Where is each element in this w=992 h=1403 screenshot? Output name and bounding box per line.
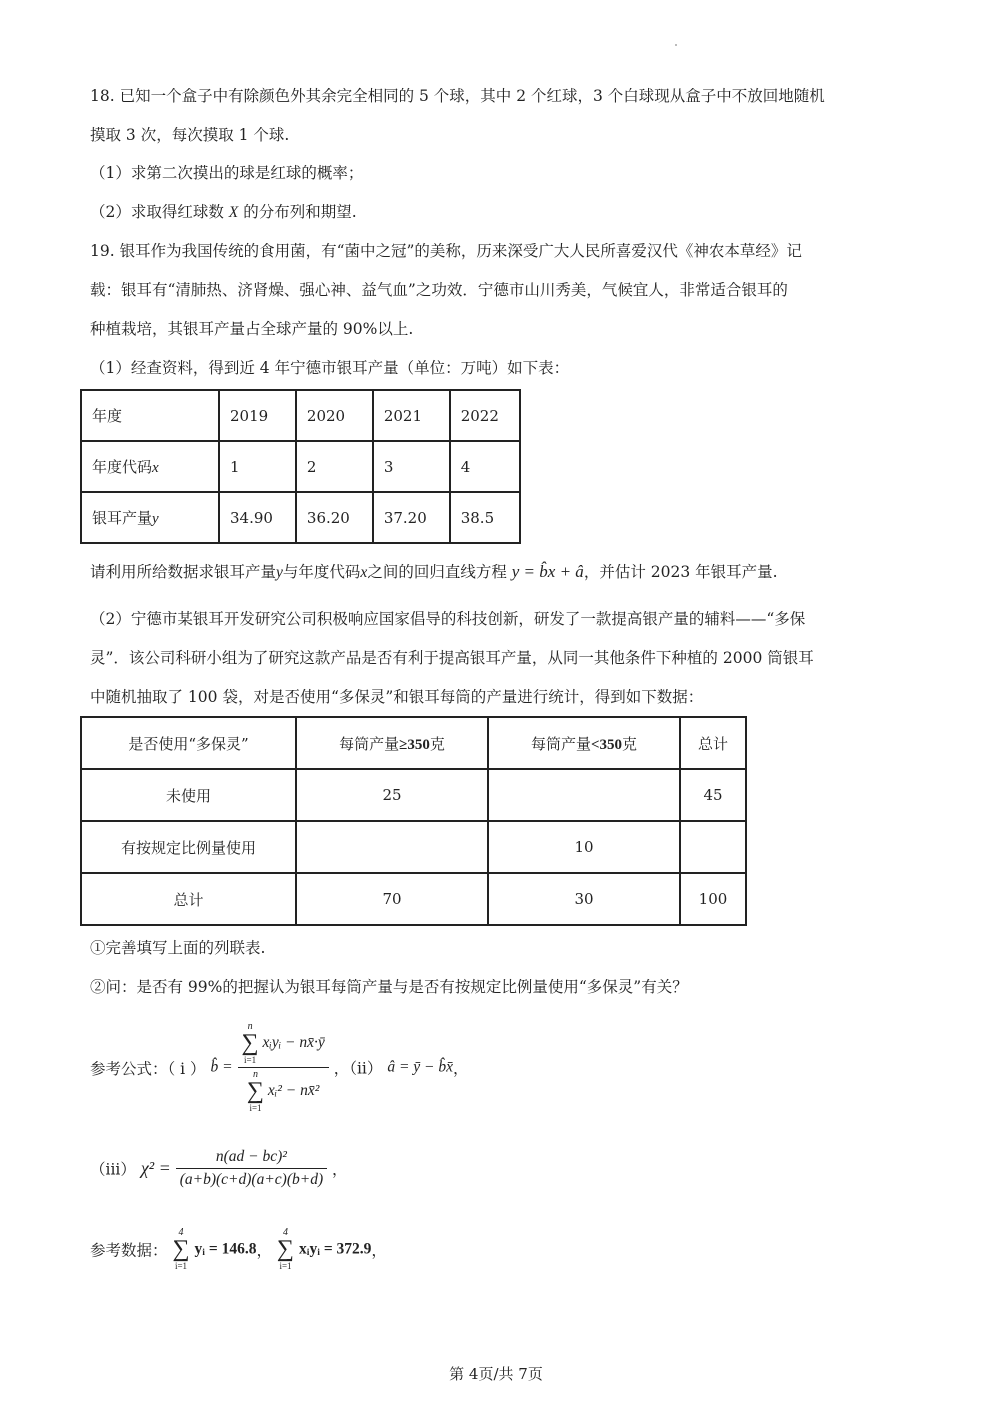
- table-cell: 36.20: [296, 492, 373, 543]
- sum-upper: n: [252, 1069, 258, 1080]
- fraction-numerator: n(ad − bc)²: [176, 1148, 327, 1169]
- table-cell: 有按规定比例量使用: [81, 821, 296, 873]
- q19-part1-intro: （1）经查资料，得到近 4 年宁德市银耳产量（单位：万吨）如下表：: [90, 359, 570, 377]
- text-c: 之间的回归直线方程: [367, 563, 507, 581]
- table-cell: 70: [296, 873, 488, 925]
- sum-lower: i=1: [249, 1103, 262, 1113]
- ref-label: 参考数据：: [90, 1241, 168, 1260]
- sum-symbol: n ∑ i=1: [241, 1021, 259, 1065]
- table-cell: [680, 821, 746, 873]
- var-x: x: [360, 564, 368, 581]
- table-cell: 4: [450, 441, 520, 492]
- q18-part1: （1）求第二次摸出的球是红球的概率；: [90, 164, 364, 182]
- q19-part2-line3: 中随机抽取了 100 袋，对是否使用“多保灵”和银耳每筒的产量进行统计，得到如下数据：: [90, 688, 704, 706]
- sum-symbol: 4 ∑ i=1: [276, 1227, 295, 1271]
- table-cell: 34.90: [219, 492, 296, 543]
- table-cell: 2019: [219, 390, 296, 441]
- q19-line2: 载：银耳有“清肺热、济肾燥、强心神、益气血”之功效．宁德市山川秀美，气候宜人，非常适合银耳的: [90, 281, 788, 299]
- table-row: [81, 821, 746, 873]
- fraction-denominator: [238, 1068, 329, 1113]
- q19-part2-line1: （2）宁德市某银耳开发研究公司积极响应国家倡导的科技创新，研发了一款提高银产量的辅料——“多保: [90, 610, 806, 628]
- table-row: [81, 441, 520, 492]
- q19-line1: 19. 银耳作为我国传统的食用菌，有“菌中之冠”的美称，历来深受广大人民所喜爱汉代《神农本草经》记: [90, 242, 802, 260]
- formula-comma: ，: [332, 1160, 348, 1179]
- table-cell: 45: [680, 769, 746, 821]
- table-cell: [296, 717, 488, 769]
- table-row: [81, 873, 746, 925]
- fraction-denominator: (a+b)(c+d)(a+c)(b+d): [179, 1171, 324, 1188]
- q18-part2-post: 的分布列和期望.: [238, 203, 357, 221]
- fraction-numerator: [238, 1022, 329, 1068]
- table-cell: 总计: [81, 873, 296, 925]
- formula-chi-fraction: [176, 1148, 327, 1189]
- table-cell: 2: [296, 441, 373, 492]
- ref-comma: ，: [256, 1241, 272, 1260]
- table-row: [81, 717, 746, 769]
- sum-symbol: n ∑ i=1: [246, 1069, 265, 1113]
- header-text: 每筒产量: [530, 734, 591, 753]
- sum-upper: n: [247, 1021, 253, 1032]
- row-label: 银耳产量: [92, 509, 153, 527]
- table-cell: 10: [488, 821, 680, 873]
- table-cell: 2022: [450, 390, 520, 441]
- reference-formula-1: [90, 1022, 469, 1112]
- sum-lower: i=1: [279, 1261, 292, 1271]
- text-a: 请利用所给数据求银耳产量: [90, 563, 277, 581]
- table-cell: 100: [680, 873, 746, 925]
- header-unit: 克: [429, 734, 445, 753]
- denominator-expr: xᵢ² − nx̄²: [267, 1082, 320, 1100]
- table-row: [81, 390, 520, 441]
- ref-sum-y: yᵢ = 146.8: [194, 1240, 257, 1258]
- formula-iii-label: （iii）: [90, 1160, 136, 1179]
- ref-sum-xy: xᵢyᵢ = 372.9: [298, 1240, 372, 1258]
- sum-symbol: 4 ∑ i=1: [172, 1227, 190, 1271]
- text-d: ，并估计 2023 年银耳产量.: [583, 563, 778, 581]
- header-unit: 克: [622, 734, 638, 753]
- formula-separator: ，（ii）: [333, 1059, 383, 1078]
- var-y: y: [276, 564, 283, 581]
- q19-line3: 种植栽培，其银耳产量占全球产量的 90%以上.: [90, 320, 414, 338]
- table-cell: 37.20: [373, 492, 450, 543]
- ref-end: ，: [371, 1241, 387, 1260]
- table-row: [81, 769, 746, 821]
- table-cell: [296, 821, 488, 873]
- header-math: <350: [590, 736, 623, 753]
- row-var: x: [152, 460, 159, 476]
- table-cell: 2021: [373, 390, 450, 441]
- q19-part2-line2: 灵”．该公司科研小组为了研究这款产品是否有利于提高银耳产量，从同一其他条件下种植的 2000 筒银耳: [90, 649, 814, 667]
- table-cell: [81, 492, 219, 543]
- reference-formula-3: [90, 1148, 348, 1189]
- sub-question-1: ①完善填写上面的列联表.: [90, 939, 266, 957]
- row-label: 年度代码: [92, 458, 153, 476]
- formula-comma: ，: [453, 1059, 469, 1078]
- regression-instruction: [90, 562, 778, 583]
- table-cell: 25: [296, 769, 488, 821]
- formula-b-fraction: [238, 1022, 329, 1113]
- scan-speck: [675, 44, 677, 46]
- table-cell: 总计: [680, 717, 746, 769]
- table-cell: [488, 717, 680, 769]
- sum-lower: i=1: [244, 1055, 257, 1065]
- table-cell: [81, 441, 219, 492]
- table-cell: 3: [373, 441, 450, 492]
- table-cell: 2020: [296, 390, 373, 441]
- table-cell: 1: [219, 441, 296, 492]
- q18-part2: [90, 202, 357, 223]
- table-cell: 未使用: [81, 769, 296, 821]
- q18-part2-pre: （2）求取得红球数: [90, 203, 229, 221]
- row-var: y: [152, 511, 159, 527]
- regression-equation: y = b̂x + â: [511, 562, 584, 581]
- table-cell: 是否使用“多保灵”: [81, 717, 296, 769]
- formula-b-lhs: b̂ =: [210, 1058, 233, 1076]
- formula-chi-lhs: χ² =: [140, 1158, 171, 1178]
- sub-question-2: ②问：是否有 99%的把握认为银耳每筒产量与是否有按规定比例量使用“多保灵”有关？: [90, 978, 688, 996]
- sum-upper: 4: [178, 1227, 184, 1238]
- sum-lower: i=1: [174, 1261, 188, 1271]
- formula-a: â = ȳ − b̂x̄: [387, 1058, 454, 1076]
- numerator-expr: xᵢyᵢ − nx̄·ȳ: [262, 1034, 325, 1052]
- reference-data: [90, 1228, 387, 1271]
- q18-line2: 摸取 3 次，每次摸取 1 个球.: [90, 126, 290, 144]
- table-cell: 30: [488, 873, 680, 925]
- yield-table: [80, 389, 521, 544]
- table-cell: 年度: [81, 390, 219, 441]
- q18-part2-var: X: [228, 204, 239, 221]
- page-footer: 第 4页/共 7页: [449, 1365, 543, 1383]
- header-math: ≥350: [399, 736, 430, 753]
- formula-label: 参考公式：（ i ）: [90, 1059, 206, 1078]
- table-row: [81, 492, 520, 543]
- table-cell: [488, 769, 680, 821]
- header-text: 每筒产量: [339, 734, 400, 753]
- q18-line1: 18. 已知一个盒子中有除颜色外其余完全相同的 5 个球，其中 2 个红球，3 个白球现从盒子中不放回地随机: [90, 87, 825, 105]
- contingency-table: [80, 716, 747, 926]
- table-cell: 38.5: [450, 492, 520, 543]
- text-b: 与年度代码: [282, 563, 361, 581]
- sum-upper: 4: [282, 1227, 288, 1238]
